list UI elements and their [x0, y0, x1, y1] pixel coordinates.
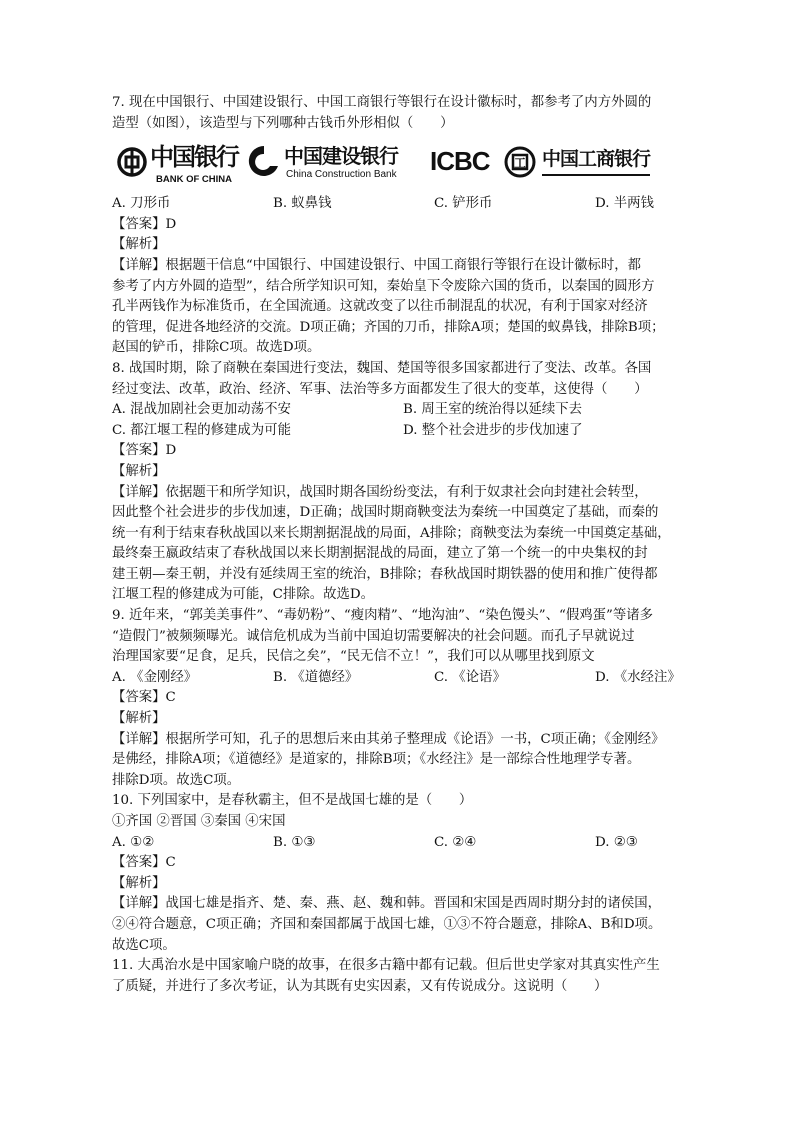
q9-detail-line-3: 排除D项。故选C项。 — [112, 772, 241, 788]
q9-option-c[interactable]: C. 《论语》 — [434, 669, 506, 685]
q10-option-b[interactable]: B. ①③ — [273, 834, 316, 850]
q9-stem-line-1: 9. 近年来，“郭美美事件”、“毒奶粉”、“瘦肉精”、“地沟油”、“染色馒头”、“假鸡蛋”等诸多 — [112, 608, 654, 624]
question-7 — [112, 93, 694, 359]
q8-option-d[interactable]: D. 整个社会进步的步伐加速了 — [403, 422, 583, 438]
q8-options-row-1 — [112, 400, 694, 421]
icbc-underline — [542, 174, 650, 176]
q10-option-c[interactable]: C. ②④ — [434, 834, 477, 850]
q8-detail-line-6: 江堰工程的修建成为可能，C排除。故选D。 — [112, 587, 375, 603]
q9-analysis-heading: 【解析】 — [112, 711, 166, 727]
q9-detail-line-1: 【详解】根据所学可知，孔子的思想后来由其弟子整理成《论语》一书，C项正确；《金刚经》 — [112, 731, 665, 747]
q7-answer: 【答案】D — [112, 216, 177, 232]
boc-chinese-name: 中国银行 — [150, 142, 238, 172]
question-9 — [112, 606, 694, 791]
q8-detail-line-2: 因此整个社会进步的步伐加速，D正确；战国时期商鞅变法为秦统一中国奠定了基础，而秦的 — [112, 505, 659, 521]
q9-stem-line-3: 治理国家要“足食，足兵，民信之矣”，“民无信不立！”，我们可以从哪里找到原文 — [112, 649, 595, 665]
q10-detail-line-2: ②④符合题意，C项正确；齐国和秦国都属于战国七雄，①③不符合题意，排除A、B和D项。 — [112, 916, 662, 932]
q7-stem-line-1: 7. 现在中国银行、中国建设银行、中国工商银行等银行在设计徽标时，都参考了内方外圆的 — [112, 95, 652, 110]
q9-stem-line-2: “造假门”被频频曝光。诚信危机成为当前中国迫切需要解决的社会问题。而孔子早就说过 — [112, 628, 635, 644]
q10-answer: 【答案】C — [112, 855, 176, 871]
question-11 — [112, 956, 694, 997]
q8-option-b[interactable]: B. 周王室的统治得以延续下去 — [403, 402, 583, 418]
q10-options — [112, 833, 694, 854]
q10-option-d[interactable]: D. ②③ — [595, 834, 638, 850]
q7-options — [112, 194, 694, 215]
question-10 — [112, 791, 694, 956]
q7-detail-line-5: 赵国的铲币，排除C项。故选D项。 — [112, 340, 321, 356]
q9-option-b[interactable]: B. 《道德经》 — [273, 669, 359, 685]
q8-options-row-2 — [112, 421, 694, 442]
q7-analysis-heading: 【解析】 — [112, 237, 166, 253]
q8-option-c[interactable]: C. 都江堰工程的修建成为可能 — [112, 422, 291, 438]
document-page — [112, 93, 694, 997]
q7-detail-line-3: 孔半两钱作为标准货币，在全国流通。这就改变了以往币制混乱的状况，有利于国家对经济 — [112, 299, 648, 315]
q8-stem-line-2: 经过变法、改革，政治、经济、军事、法治等多方面都发生了很大的变革，这使得（ ） — [112, 381, 648, 397]
q7-detail-line-2: 参考了内方外圆的造型”，结合所学知识可知，秦始皇下令废除六国的货币，以秦国的圆形方 — [112, 278, 655, 294]
q8-detail-line-5: 建王朝—秦王朝，并没有延续周王室的统治，B排除；春秋战国时期铁器的使用和推广使得都 — [112, 566, 658, 582]
q9-options — [112, 668, 694, 689]
icbc-english-name: ICBC — [430, 146, 490, 177]
q8-detail-line-1: 【详解】依据题干和所学知识，战国时期各国纷纷变法，有利于奴隶社会向封建社会转型， — [112, 484, 648, 500]
boc-emblem-icon — [116, 146, 148, 178]
q7-option-c[interactable]: C. 铲形币 — [434, 196, 493, 212]
icbc-logo — [430, 140, 652, 192]
q10-detail-line-3: 故选C项。 — [112, 937, 176, 953]
bank-logos-figure — [112, 140, 694, 192]
q7-detail-line-1: 【详解】根据题干信息“中国银行、中国建设银行、中国工商银行等银行在设计徽标时，都 — [112, 257, 642, 273]
q7-option-b[interactable]: B. 蚁鼻钱 — [273, 196, 332, 212]
q10-detail-line-1: 【详解】战国七雄是指齐、楚、秦、燕、赵、魏和韩。晋国和宋国是西周时期分封的诸侯国， — [112, 896, 662, 912]
icbc-seal-text: 工 — [513, 156, 527, 171]
q9-option-a[interactable]: A. 《金刚经》 — [112, 669, 198, 685]
ccb-english-name: China Construction Bank — [286, 169, 397, 181]
icbc-emblem-icon — [504, 146, 536, 178]
ccb-chinese-name: 中国建设银行 — [284, 144, 398, 169]
q7-option-d[interactable]: D. 半两钱 — [595, 196, 654, 212]
q10-stem-line-1: 10. 下列国家中，是春秋霸主，但不是战国七雄的是（ ） — [112, 793, 473, 809]
q11-stem-line-2: 了质疑，并进行了多次考证，认为其既有史实因素，又有传说成分。这说明（ ） — [112, 978, 608, 994]
ccb-emblem-icon — [248, 144, 280, 180]
q9-option-d[interactable]: D. 《水经注》 — [595, 669, 681, 685]
icbc-chinese-name: 中国工商银行 — [542, 148, 651, 171]
q8-detail-line-4: 最终秦王嬴政结束了春秋战国以来长期割据混战的局面，建立了第一个统一的中央集权的封 — [112, 546, 648, 562]
q7-detail-line-4: 的管理，促进各地经济的交流。D项正确；齐国的刀币，排除A项；楚国的蚁鼻钱，排除B项； — [112, 319, 665, 335]
q10-option-a[interactable]: A. ①② — [112, 834, 155, 850]
q8-option-a[interactable]: A. 混战加剧社会更加动荡不安 — [112, 402, 291, 418]
boc-english-name: BANK OF CHINA — [156, 174, 232, 186]
q7-option-a[interactable]: A. 刀形币 — [112, 196, 171, 212]
q10-stem-line-2: ①齐国 ②晋国 ③秦国 ④宋国 — [112, 814, 286, 829]
q10-analysis-heading: 【解析】 — [112, 875, 166, 891]
q9-answer: 【答案】C — [112, 690, 176, 706]
q7-stem-line-2: 造型（如图），该造型与下列哪种古钱币外形相似（ ） — [112, 115, 454, 131]
ccb-logo — [248, 140, 420, 192]
question-8 — [112, 359, 694, 606]
q8-detail-line-3: 统一有利于结束春秋战国以来长期割据混战的局面，A排除；商鞅变法为秦统一中国奠定基础， — [112, 525, 671, 541]
q11-stem-line-1: 11. 大禹治水是中国家喻户晓的故事，在很多古籍中都有记载。但后世史学家对其真实性产生 — [112, 958, 660, 974]
q8-stem-line-1: 8. 战国时期，除了商鞅在秦国进行变法，魏国、楚国等很多国家都进行了变法、改革。各国 — [112, 360, 652, 376]
q8-analysis-heading: 【解析】 — [112, 463, 166, 479]
q8-answer: 【答案】D — [112, 443, 177, 459]
boc-logo — [116, 140, 238, 192]
q9-detail-line-2: 是佛经，排除A项；《道德经》是道家的，排除B项；《水经注》是一部综合性地理学专著。 — [112, 752, 641, 768]
